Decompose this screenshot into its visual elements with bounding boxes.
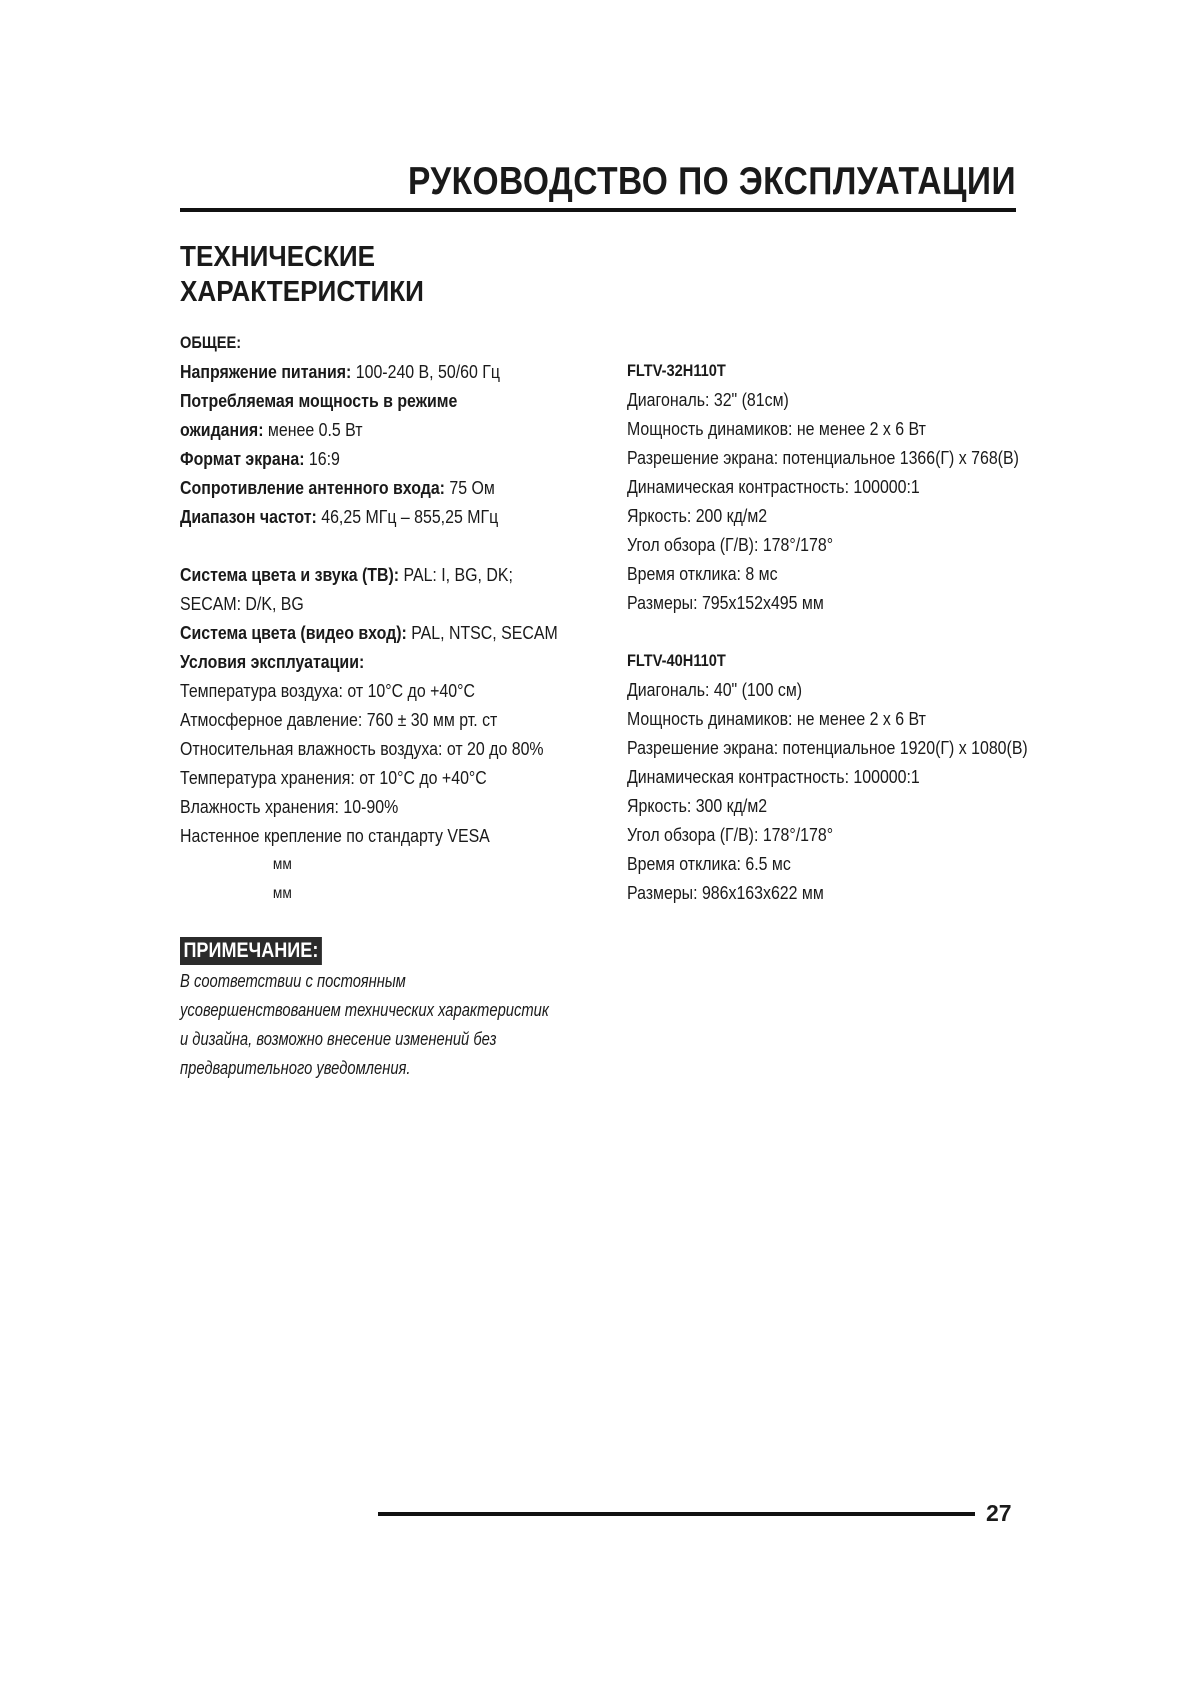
frequency-label: Диапазон частот: — [180, 506, 317, 527]
antenna-label: Сопротивление антенного входа: — [180, 477, 445, 498]
general-specs — [180, 328, 600, 908]
storage-humidity: Влажность хранения: 10-90% — [180, 796, 399, 817]
air-temperature: Температура воздуха: от 10°С до +40°С — [180, 680, 475, 701]
page-number: 27 — [986, 1500, 1012, 1526]
tv-system-value-2: SECAM: D/K, BG — [180, 593, 304, 614]
spacer — [180, 531, 600, 560]
antenna-value: 75 Ом — [449, 477, 495, 498]
spacer — [627, 617, 1067, 646]
model-32-brightness: Яркость: 200 кд/м2 — [627, 505, 768, 526]
antenna-spec — [180, 473, 541, 502]
header-divider — [180, 208, 1016, 212]
model-40-brightness: Яркость: 300 кд/м2 — [627, 795, 768, 816]
frequency-spec — [180, 502, 541, 531]
storage-temperature: Температура хранения: от 10°С до +40°С — [180, 767, 487, 788]
vesa-mount: Настенное крепление по стандарту VESA — [180, 825, 490, 846]
frequency-value: 46,25 МГц – 855,25 МГц — [321, 506, 499, 527]
standby-spec — [180, 415, 541, 444]
video-system-value: PAL, NTSC, SECAM — [411, 622, 558, 643]
section-title-line-1: ТЕХНИЧЕСКИЕ — [180, 241, 376, 273]
model-32-name: FLTV-32H110T — [627, 361, 726, 380]
model-40-resolution: Разрешение экрана: потенциальное 1920(Г) х 1080(В) — [627, 737, 1028, 758]
model-40-name: FLTV-40H110T — [627, 651, 726, 670]
relative-humidity: Относительная влажность воздуха: от 20 до 80% — [180, 738, 544, 759]
model-32-diagonal: Диагональ: 32" (81см) — [627, 389, 789, 410]
page-header — [180, 158, 1016, 206]
note-line: В соответствии с постоянным — [180, 971, 406, 991]
format-spec — [180, 444, 541, 473]
model-40-size: Размеры: 986x163x622 мм — [627, 882, 824, 903]
vesa-mm-2: мм — [272, 885, 292, 902]
standby-value: менее 0.5 Вт — [267, 419, 363, 440]
model-32-resolution: Разрешение экрана: потенциальное 1366(Г) х 768(В) — [627, 447, 1019, 468]
power-value: 100-240 В, 50/60 Гц — [355, 361, 500, 382]
standby-label: ожидания: — [180, 419, 264, 440]
model-40-response: Время отклика: 6.5 мс — [627, 853, 791, 874]
format-value: 16:9 — [308, 448, 340, 469]
model-40-diagonal: Диагональ: 40" (100 см) — [627, 679, 803, 700]
vesa-mm-1: мм — [272, 856, 292, 873]
model-32-speakers: Мощность динамиков: не менее 2 x 6 Вт — [627, 418, 926, 439]
model-32-contrast: Динамическая контрастность: 100000:1 — [627, 476, 920, 497]
model-32-response: Время отклика: 8 мс — [627, 563, 778, 584]
general-heading: ОБЩЕЕ: — [180, 333, 242, 352]
model-40-angle: Угол обзора (Г/В): 178°/178° — [627, 824, 834, 845]
conditions-heading: Условия эксплуатации: — [180, 651, 365, 672]
model-32-size: Размеры: 795x152x495 мм — [627, 592, 824, 613]
footer-divider — [378, 1512, 975, 1516]
power-spec — [180, 357, 541, 386]
tv-system-value: PAL: I, BG, DK; — [403, 564, 513, 585]
video-system-spec — [180, 618, 558, 647]
model-32-angle: Угол обзора (Г/В): 178°/178° — [627, 534, 834, 555]
manual-title: РУКОВОДСТВО ПО ЭКСПЛУАТАЦИИ — [407, 160, 1016, 203]
model-40-speakers: Мощность динамиков: не менее 2 x 6 Вт — [627, 708, 926, 729]
note-line: и дизайна, возможно внесение изменений без — [180, 1029, 497, 1049]
note-line: усовершенствованием технических характеристик — [180, 1000, 549, 1020]
model-specs — [627, 356, 1067, 907]
model-40-contrast: Динамическая контрастность: 100000:1 — [627, 766, 920, 787]
section-title — [180, 240, 424, 310]
video-system-label: Система цвета (видео вход): — [180, 622, 407, 643]
format-label: Формат экрана: — [180, 448, 305, 469]
air-pressure: Атмосферное давление: 760 ± 30 мм рт. ст — [180, 709, 498, 730]
note-body — [180, 967, 650, 1083]
note-title: ПРИМЕЧАНИЕ: — [180, 937, 322, 965]
standby-label-line-1: Потребляемая мощность в режиме — [180, 390, 458, 411]
power-label: Напряжение питания: — [180, 361, 352, 382]
tv-system-spec — [180, 560, 541, 589]
tv-system-label: Система цвета и звука (ТВ): — [180, 564, 400, 585]
section-title-line-2: ХАРАКТЕРИСТИКИ — [180, 276, 424, 308]
note-line: предварительного уведомления. — [180, 1058, 411, 1078]
